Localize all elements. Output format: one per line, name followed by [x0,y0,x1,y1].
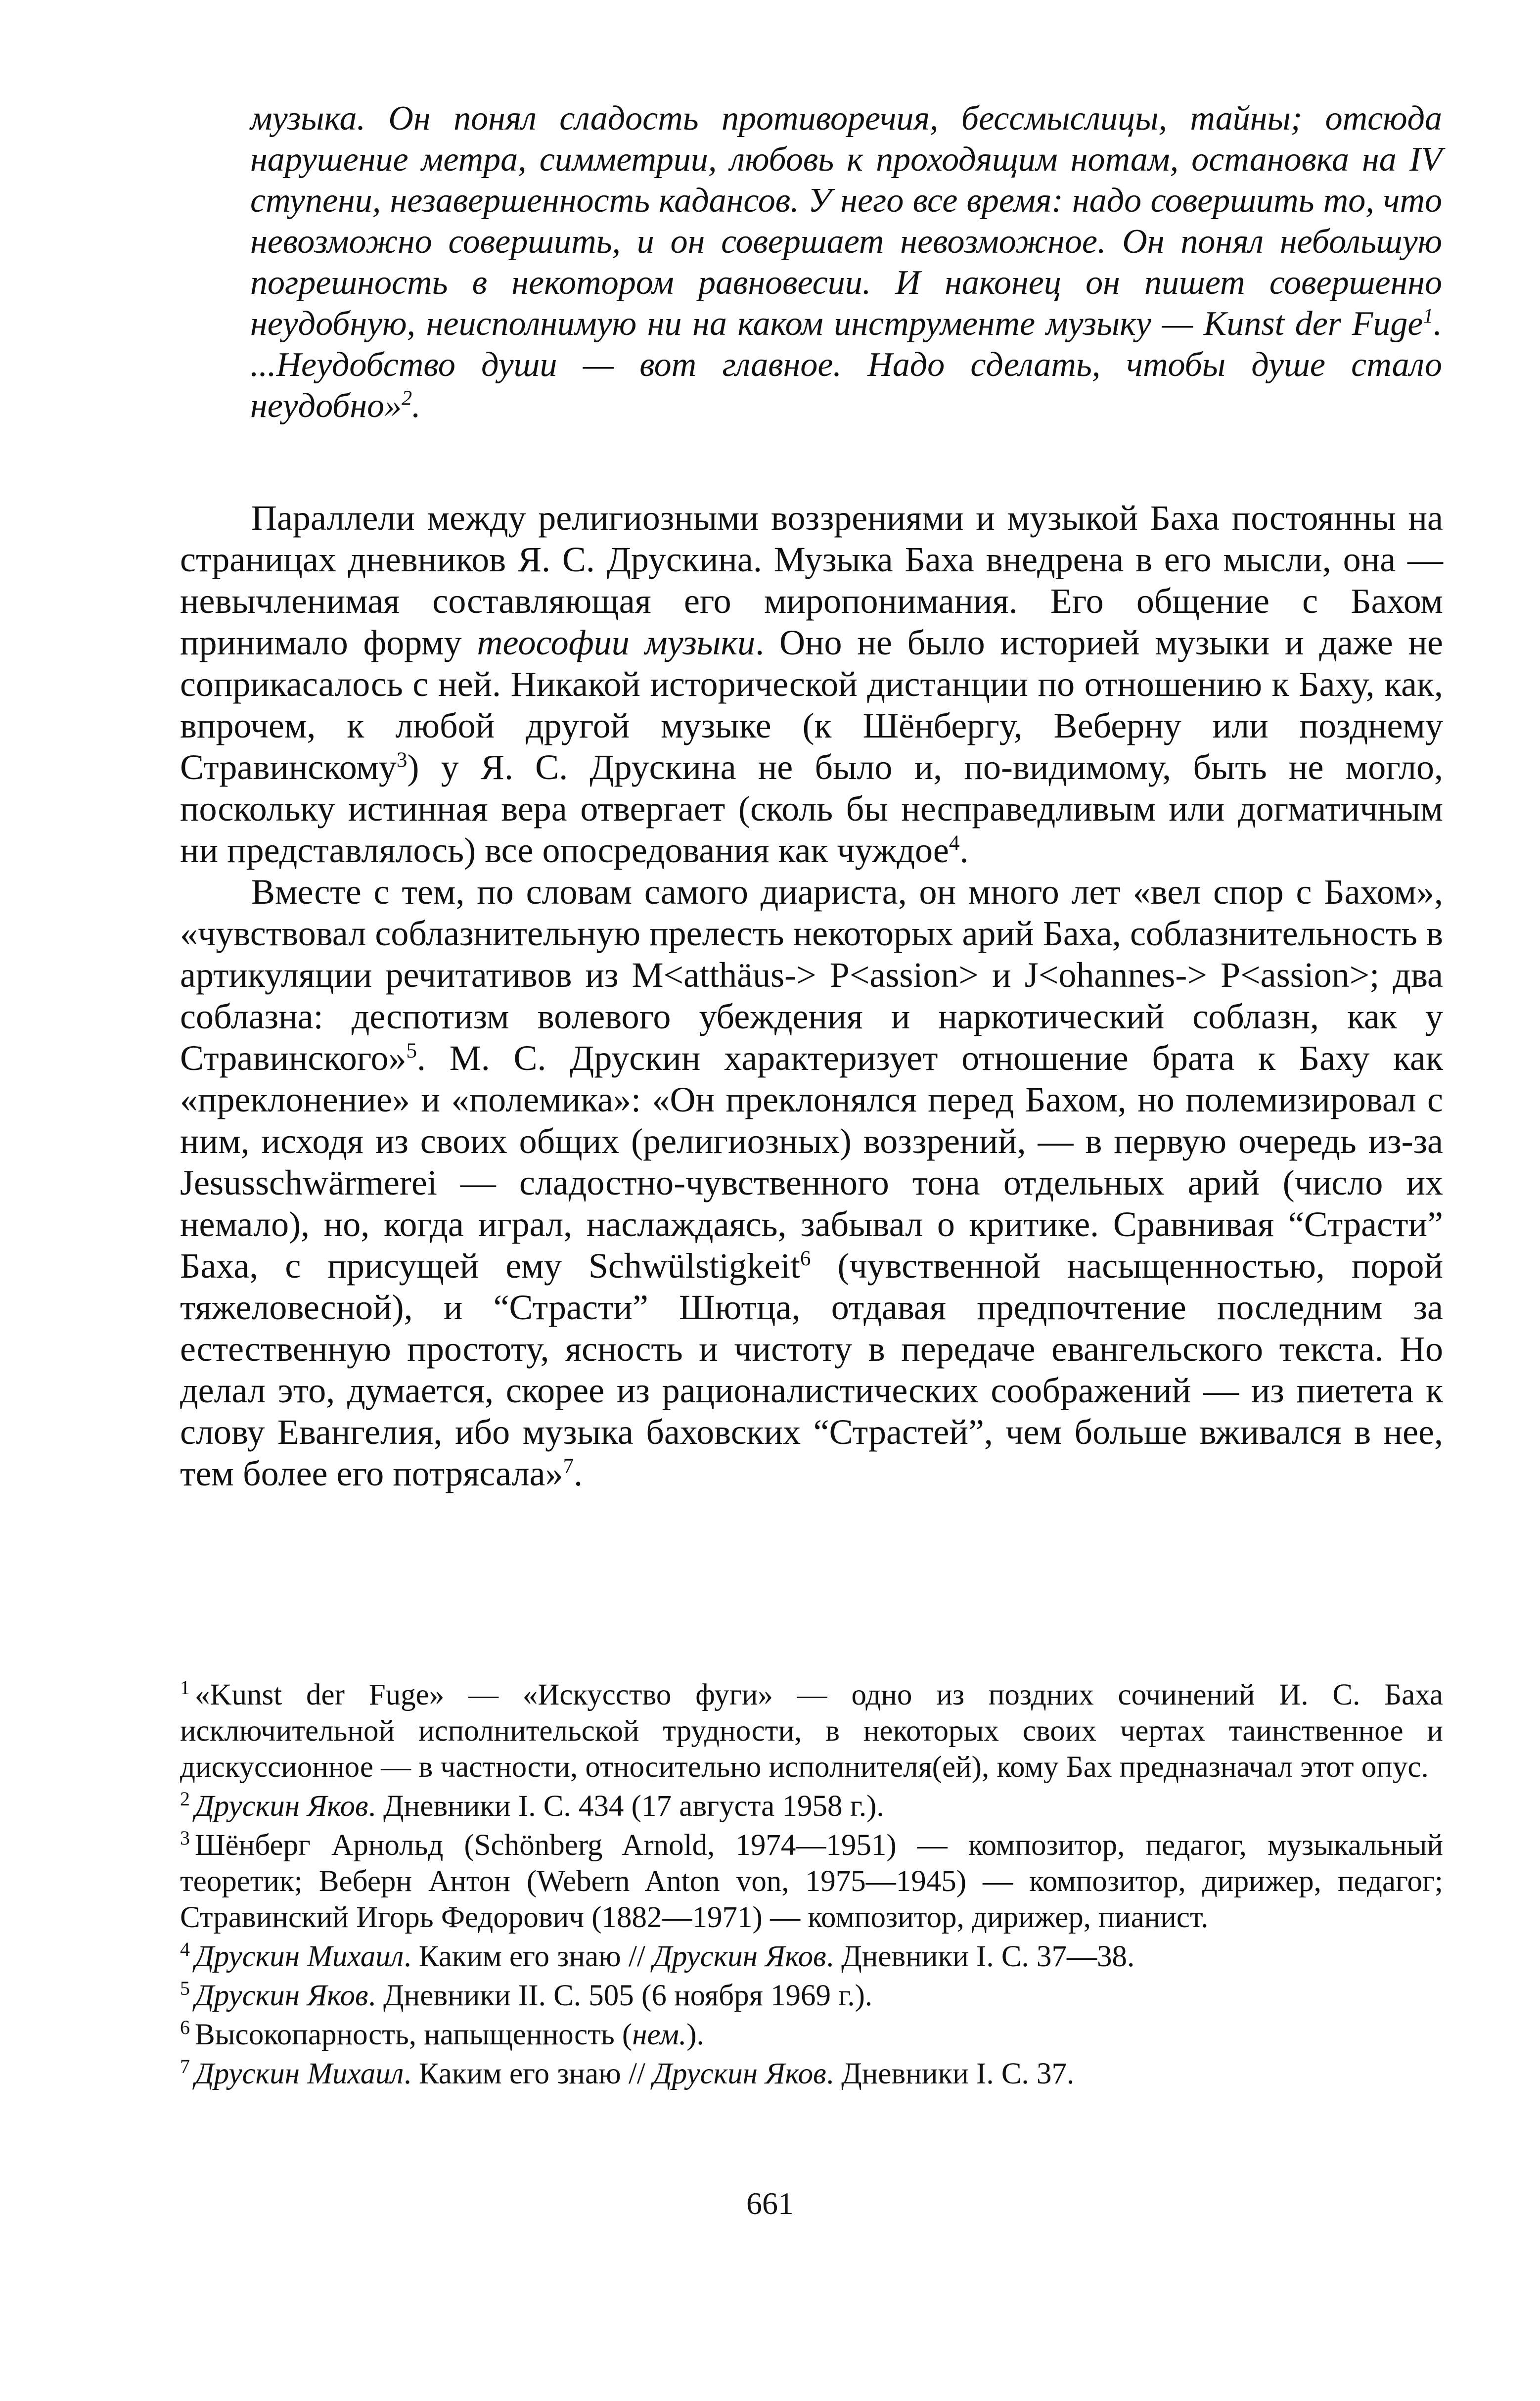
footnote-italic: Друскин Михаил [195,2057,404,2090]
main-text [180,497,1443,1494]
quote-text: музыка. Он понял сладость противоречия, бессмыслицы, тайны; отсюда нарушение метра, симметрии, любовь к проходящим нотам, остановка на IV ступени, незавершенность кадансов. У него все время: надо совершить то, что невозможно совершить, и он совершает невозможное. Он понял небольшую погрешность в некотором равновесии. И наконец он пишет совершенно неудобную, неисполнимую ни на каком инструменте музыку — Kunst der Fuge [250,99,1442,343]
footnote-text: . Каким его знаю // [404,1940,653,1973]
footnote-italic: Друскин Михаил [195,1940,404,1973]
paragraph-1-text-a: Параллели между религиозными воззрениями и музыкой Баха постоянны на страницах дневников Я. С. Друскина. Музыка Баха внедрена в его мысли, она — невычленимая составляющая его миропонимания. Его общение с Бахом принимало форму [180,498,1443,662]
footnote-number: 7 [180,2055,190,2078]
paragraph-2-text-c: (чувственной насыщенностью, порой тяжеловесной), и “Страсти” Шютца, отдавая предпочтение последним за естественную простоту, ясность и чистоту в передаче евангельского текста. Но делал это, думается, скорее из рационалистических соображений — из пиетета к слову Евангелия, ибо музыка баховских “Страстей”, чем больше вживался в нее, тем более его потрясала» [180,1246,1443,1493]
footnote [180,2056,1443,2092]
footnote-ref-2: 2 [402,387,412,410]
footnote-number: 6 [180,2016,190,2038]
quote-end: . [412,387,421,425]
paragraph-1-text-c: ) у Я. С. Друскина не было и, по-видимому, быть не могло, поскольку истинная вера отвергает (сколь бы несправедливым или догматичным ни представлялось) все опосредования как чуждое [180,747,1443,870]
footnote [180,1788,1443,1824]
paragraph-2-text-d: . [574,1454,583,1493]
paragraph-1 [180,497,1443,871]
footnote-number: 4 [180,1938,190,1960]
footnote-text: Высокопарность, напыщенность ( [195,2018,633,2051]
paragraph-1-emphasis: теософии музыки [477,623,756,662]
footnote-italic-2: Друскин Яков [653,2057,826,2090]
footnote-text: Шёнберг Арнольд (Schönberg Arnold, 1974—1951) — композитор, педагог, музыкальный теоретик; Веберн Антон (Webern Anton von, 1975—1945) — композитор, дирижер, педагог; Стравинский Игорь Федорович (1882—1971) — композитор, дирижер, пианист. [180,1829,1443,1934]
footnote-ref-5: 5 [406,1039,417,1062]
footnote-text: . Дневники II. С. 505 (6 ноября 1969 г.). [368,1979,873,2012]
footnote-text-2: . Дневники I. С. 37—38. [826,1940,1135,1973]
paragraph-1-text-d: . [959,831,969,870]
block-quote [250,98,1442,426]
paragraph-2-text-a: Вместе с тем, по словам самого диариста, он много лет «вел спор с Бахом», «чувствовал соблазнительную прелесть некоторых арий Баха, соблазнительность в артикуляции речитативов из M<atthäus-> P<assion> и J<ohannes-> P<assion>; два соблазна: деспотизм волевого убеждения и наркотический соблазн, как у Стравинского» [180,872,1443,1078]
footnote [180,1827,1443,1936]
footnote-ref-6: 6 [800,1247,811,1270]
footnote-text: «Kunst der Fuge» — «Искусство фуги» — одно из поздних сочинений И. С. Баха исключительной исполнительской трудности, в некоторых своих чертах таинственное и дискуссионное — в частности, относительно исполнителя(ей), кому Бах предназначал этот опус. [180,1678,1443,1784]
footnote-italic-2: нем. [632,2018,687,2051]
footnote-italic: Друскин Яков [195,1979,368,2012]
footnote-text-2: . Дневники I. С. 37. [826,2057,1075,2090]
footnote-text: . Дневники I. С. 434 (17 августа 1958 г.). [368,1790,884,1823]
page-number: 661 [746,2186,794,2221]
footnote-number: 2 [180,1787,190,1810]
paragraph-2-text-b: . М. С. Друскин характеризует отношение брата к Баху как «преклонение» и «полемика»: «Он преклонялся перед Бахом, но полемизировал с ним, исходя из своих общих (религиозных) воззрений, — в первую очередь из-за Jesusschwärmerei — сладостно-чувственного тона отдельных арий (число их немало), но, когда играл, наслаждаясь, забывал о критике. Сравнивая “Страсти” Баха, с присущей ему Schwülstigkeit [180,1038,1443,1286]
paragraph-1-text-b: . Оно не было историей музыки и даже не соприкасалось с ней. Никакой исторической дистанции по отношению к Баху, как, впрочем, к любой другой музыке (к Шёнбергу, Веберну или позднему Стравинскому [180,623,1444,787]
footnote-ref-7: 7 [563,1455,574,1478]
paragraph-2 [180,871,1443,1494]
footnote [180,1677,1443,1785]
footnote-ref-1: 1 [1423,305,1434,328]
footnote-number: 5 [180,1977,190,1999]
footnote-text-2: ). [686,2018,704,2051]
footnote-text: . Каким его знаю // [404,2057,653,2090]
footnotes [180,1677,1443,2095]
footnote [180,2017,1443,2053]
footnote-number: 3 [180,1826,190,1849]
footnote-ref-4: 4 [949,831,960,855]
footnote-ref-3: 3 [396,748,408,772]
footnote-italic: Друскин Яков [195,1790,368,1823]
footnote [180,1939,1443,1975]
quote-text-2: . ...Неудобство души — вот главное. Надо сделать, чтобы душе стало неудобно» [250,305,1442,425]
footnote-number: 1 [180,1676,190,1699]
footnote-italic-2: Друскин Яков [653,1940,826,1973]
footnote [180,1978,1443,2014]
